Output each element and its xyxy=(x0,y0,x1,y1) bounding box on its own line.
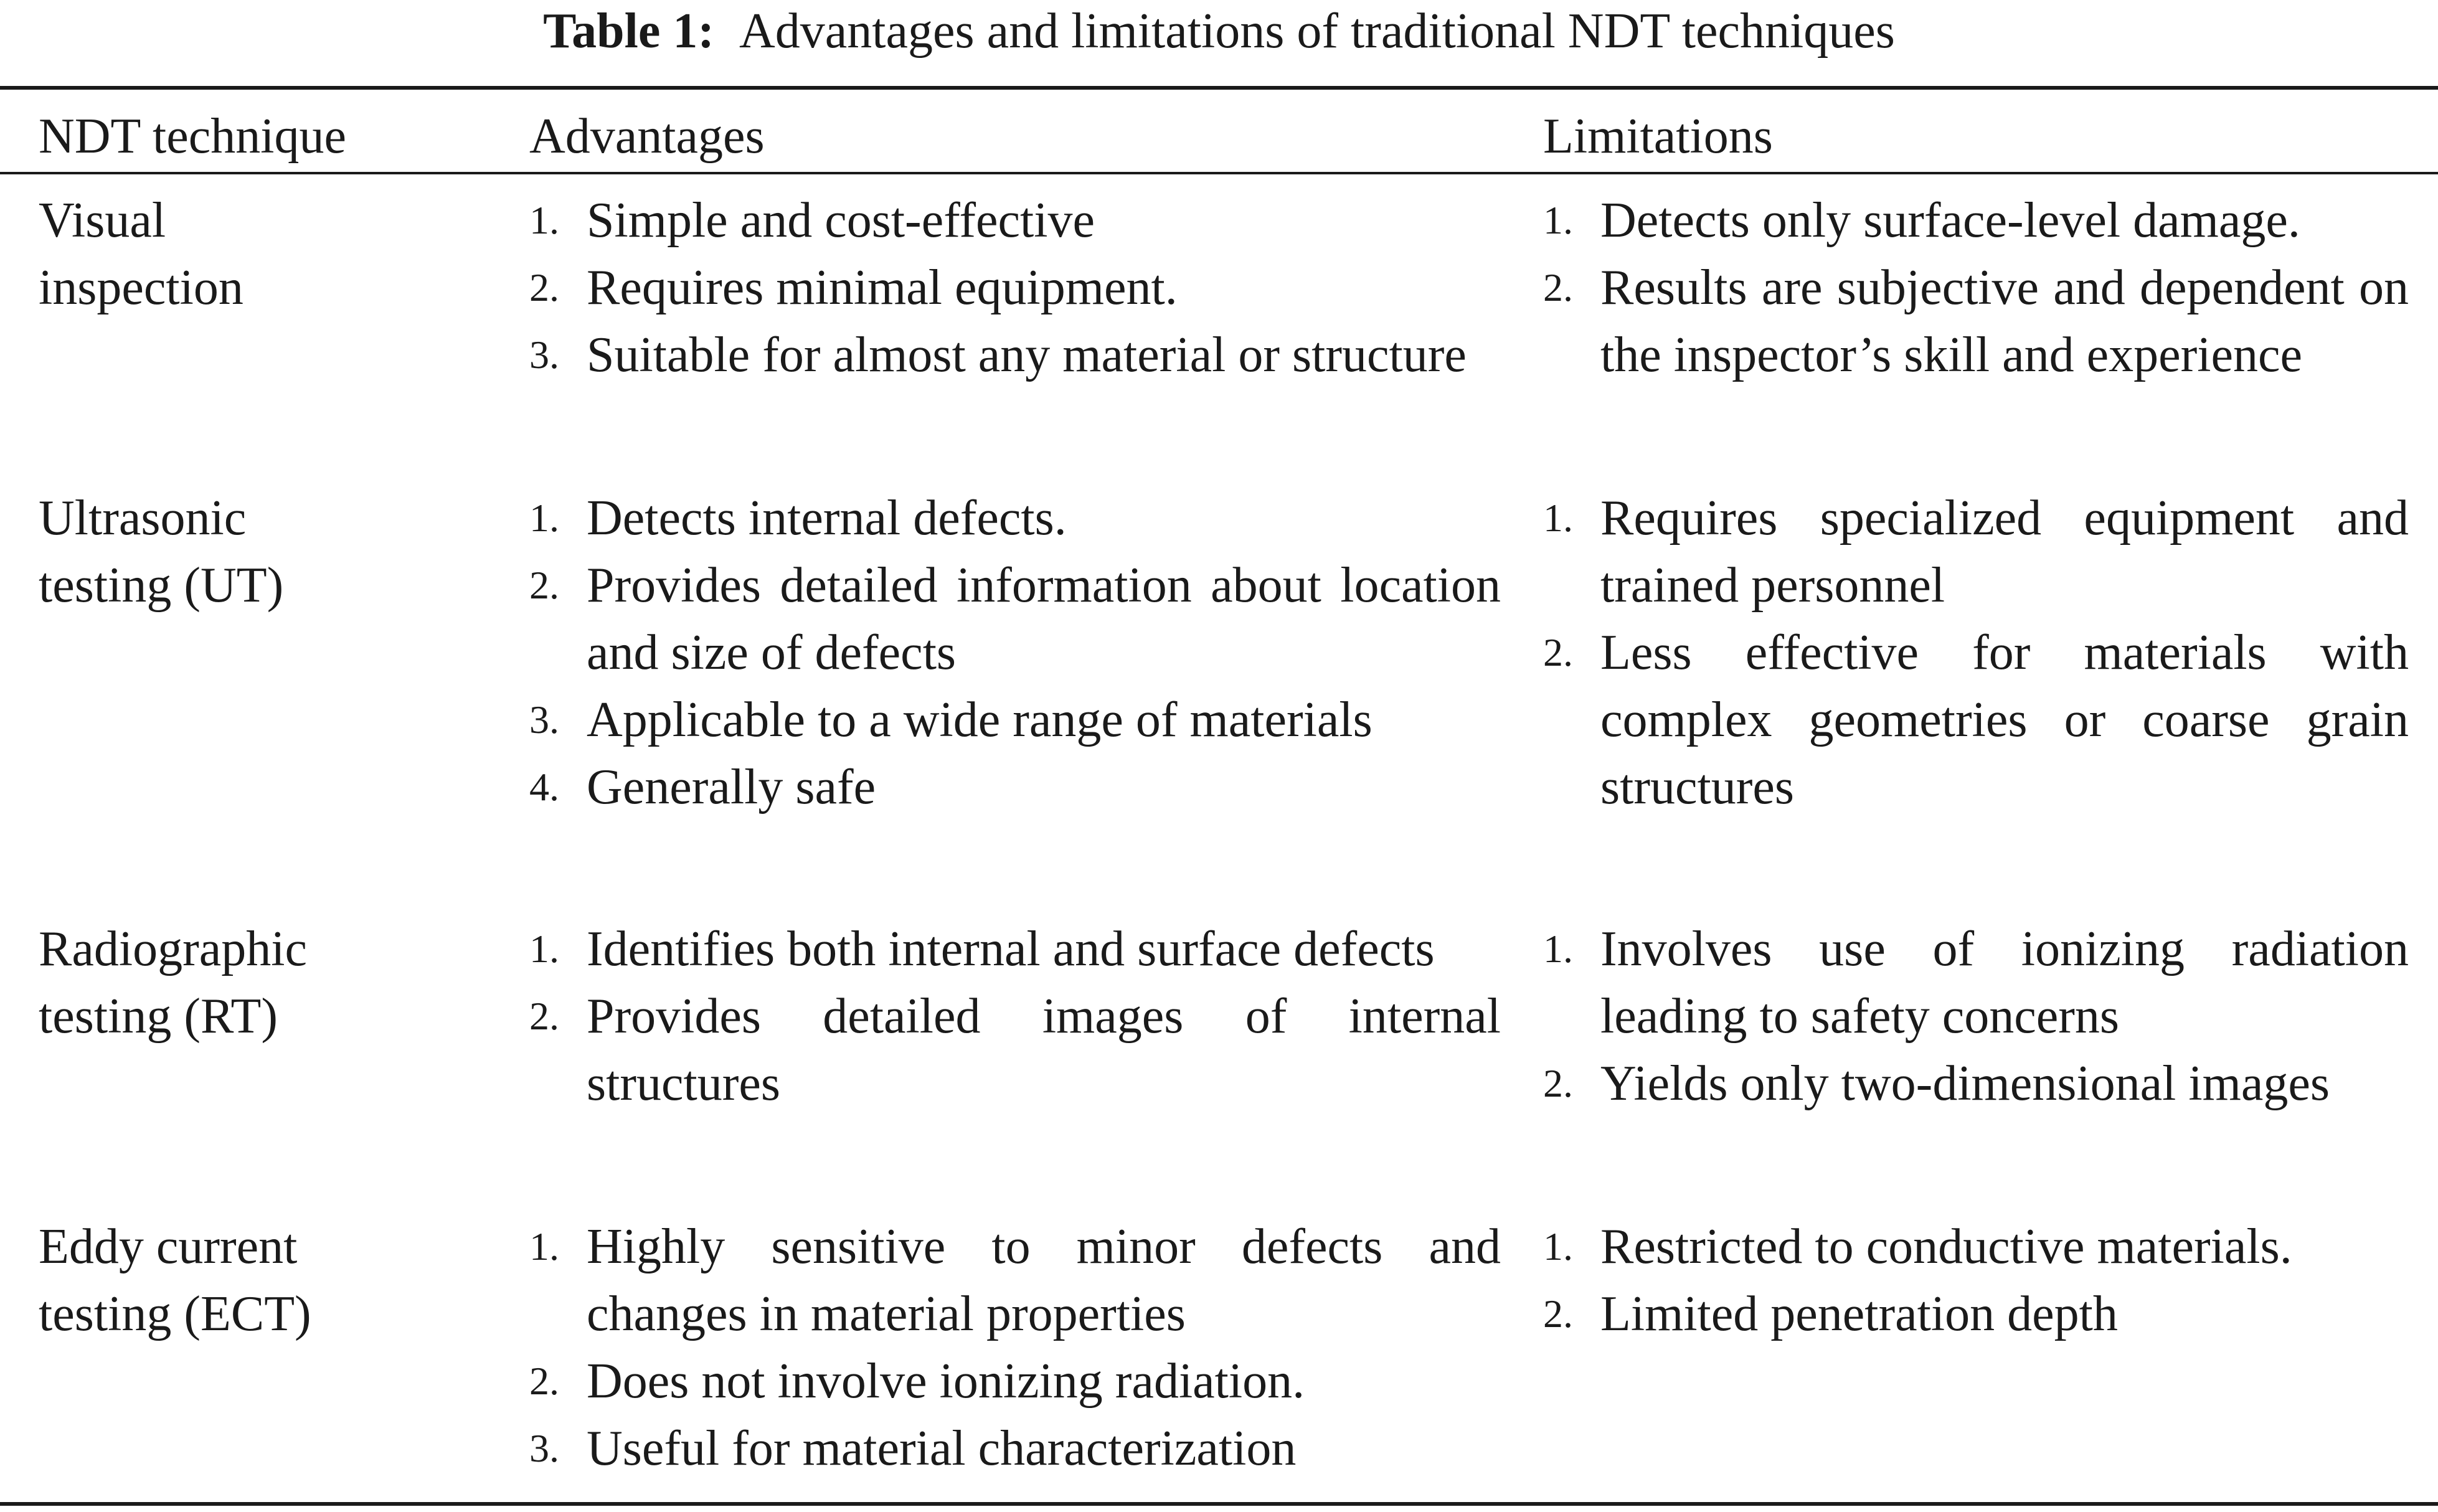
item-number: 2. xyxy=(1543,1061,1573,1105)
table-caption-text: Advantages and limitations of traditional NDT techniques xyxy=(739,4,1895,59)
item-number: 1. xyxy=(529,1224,559,1269)
item-text: Applicable to a wide range of materials xyxy=(587,692,1373,747)
list-item xyxy=(529,915,1501,983)
list-item xyxy=(529,187,1501,254)
item-number: 3. xyxy=(529,333,559,377)
advantages-cell xyxy=(529,484,1501,821)
table-header-row xyxy=(0,103,2438,170)
item-number: 2. xyxy=(1543,630,1573,674)
item-number: 2. xyxy=(529,994,559,1038)
header-technique: NDT technique xyxy=(39,109,346,164)
item-text: Requires minimal equipment. xyxy=(587,260,1178,315)
item-number: 3. xyxy=(529,697,559,742)
item-text: Useful for material characterization xyxy=(587,1421,1297,1476)
item-number: 4. xyxy=(529,765,559,809)
list-item xyxy=(1543,484,2409,619)
item-number: 1. xyxy=(529,198,559,242)
advantages-list xyxy=(529,187,1501,389)
technique-cell: Eddy current testing (ECT) xyxy=(39,1219,311,1341)
table-row xyxy=(0,1213,2438,1512)
item-text: Requires specialized equipment and trained personnel xyxy=(1600,491,2409,613)
item-number: 2. xyxy=(529,1359,559,1403)
item-text: Results are subjective and dependent on the inspector’s skill and experience xyxy=(1600,260,2409,382)
list-item xyxy=(1543,187,2409,254)
item-number: 1. xyxy=(529,496,559,540)
item-text: Yields only two-dimensional images xyxy=(1600,1056,2330,1111)
header-limitations: Limitations xyxy=(1543,109,1773,164)
item-text: Detects internal defects. xyxy=(587,491,1067,546)
item-text: Provides detailed images of internal structures xyxy=(587,989,1501,1111)
list-item xyxy=(529,1415,1501,1482)
list-item xyxy=(1543,915,2409,1050)
list-item xyxy=(1543,254,2409,389)
header-advantages: Advantages xyxy=(529,109,765,164)
table-caption-label: Table 1: xyxy=(543,4,714,59)
list-item xyxy=(529,254,1501,321)
advantages-cell xyxy=(529,915,1501,1117)
advantages-list xyxy=(529,915,1501,1117)
table-body xyxy=(0,187,2438,1512)
table-row xyxy=(0,484,2438,915)
item-text: Detects only surface-level damage. xyxy=(1600,193,2300,248)
list-item xyxy=(1543,1280,2409,1348)
item-number: 1. xyxy=(1543,927,1573,971)
item-text: Highly sensitive to minor defects and changes in material properties xyxy=(587,1219,1501,1341)
item-text: Generally safe xyxy=(587,760,876,815)
table-caption xyxy=(0,0,2438,62)
list-item xyxy=(529,1213,1501,1348)
list-item xyxy=(529,321,1501,389)
limitations-list xyxy=(1543,1213,2409,1348)
list-item xyxy=(529,983,1501,1117)
item-text: Identifies both internal and surface defects xyxy=(587,922,1435,976)
item-text: Provides detailed information about location and size of defects xyxy=(587,558,1501,680)
advantages-list xyxy=(529,484,1501,821)
technique-cell: Visual inspection xyxy=(39,193,243,315)
list-item xyxy=(1543,619,2409,821)
list-item xyxy=(529,484,1501,552)
item-text: Restricted to conductive materials. xyxy=(1600,1219,2292,1274)
list-item xyxy=(1543,1213,2409,1280)
limitations-list xyxy=(1543,484,2409,821)
item-number: 2. xyxy=(529,563,559,607)
item-number: 3. xyxy=(529,1426,559,1470)
limitations-cell xyxy=(1543,915,2409,1117)
list-item xyxy=(529,1348,1501,1415)
table-row xyxy=(0,915,2438,1213)
limitations-list xyxy=(1543,187,2409,389)
item-text: Involves use of ionizing radiation leading to safety concerns xyxy=(1600,922,2409,1044)
item-number: 2. xyxy=(1543,265,1573,309)
advantages-cell xyxy=(529,187,1501,389)
item-number: 2. xyxy=(1543,1292,1573,1336)
technique-cell: Ultrasonic testing (UT) xyxy=(39,491,284,613)
limitations-cell xyxy=(1543,484,2409,821)
item-text: Simple and cost-effective xyxy=(587,193,1095,248)
table-top-rule xyxy=(0,86,2438,90)
item-number: 2. xyxy=(529,265,559,309)
limitations-cell xyxy=(1543,187,2409,389)
item-text: Does not involve ionizing radiation. xyxy=(587,1354,1305,1409)
table-header-rule xyxy=(0,172,2438,174)
limitations-list xyxy=(1543,915,2409,1117)
item-text: Suitable for almost any material or structure xyxy=(587,328,1467,382)
advantages-list xyxy=(529,1213,1501,1482)
limitations-cell xyxy=(1543,1213,2409,1348)
item-text: Less effective for materials with complex geometries or coarse grain structures xyxy=(1600,625,2409,815)
list-item xyxy=(1543,1050,2409,1117)
list-item xyxy=(529,552,1501,686)
item-number: 1. xyxy=(1543,496,1573,540)
item-number: 1. xyxy=(1543,1224,1573,1269)
item-number: 1. xyxy=(529,927,559,971)
advantages-cell xyxy=(529,1213,1501,1482)
list-item xyxy=(529,754,1501,821)
table-row xyxy=(0,187,2438,484)
item-text: Limited penetration depth xyxy=(1600,1287,2118,1341)
technique-cell: Radiographic testing (RT) xyxy=(39,922,307,1044)
table-bottom-rule xyxy=(0,1502,2438,1506)
list-item xyxy=(529,686,1501,754)
item-number: 1. xyxy=(1543,198,1573,242)
